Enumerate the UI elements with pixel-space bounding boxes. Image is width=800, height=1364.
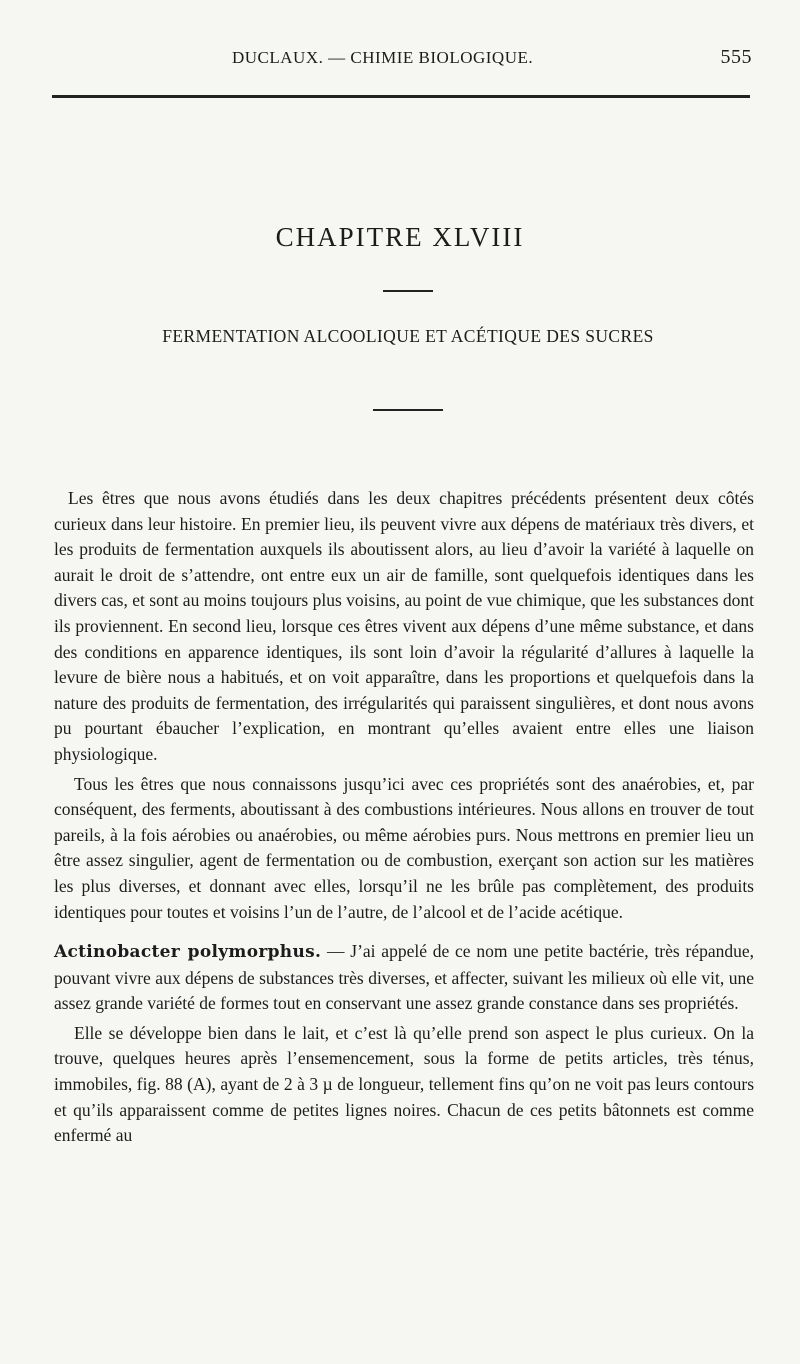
paragraph-3-text: — J’ai appelé de ce nom une petite bactérie, très répandue, pouvant vivre aux dépens de substances très diverses, et affecter, suivant les milieux où elle vit, une assez grande variété de formes tout en conservant une assez grande constance dans ses propriétés. (54, 941, 754, 1014)
running-head (52, 46, 752, 76)
paragraph-1: Les êtres que nous avons étudiés dans les deux chapitres précédents présentent deux côtés curieux dans leur histoire. En premier lieu, ils peuvent vivre aux dépens de matériaux très divers, et les produits de fermentation auxquels ils aboutissent alors, au lieu d’avoir la variété à laquelle on aurait le droit de s’attendre, ont entre eux un air de famille, sont quelquefois identiques dans les divers cas, et sont au moins toujours plus voisins, au point de vue chimique, que les substances dont ils proviennent. En second lieu, lorsque ces êtres vivent aux dépens d’une même substance, et dans des conditions en apparence identiques, ils sont loin d’avoir la régularité d’allures à laquelle la levure de bière nous a habitués, et on voit apparaître, dans les proportions et quelquefois dans la nature des produits de fermentation, des irrégularités qui paraissent singulières, et dont nous avons pu pourtant ébaucher l’explication, en montrant qu’elles avaient entre elles une liaison physiologique. (54, 488, 754, 764)
section-heading-actinobacter: Actinobacter polymorphus. (54, 942, 322, 963)
chapter-divider-bottom (373, 409, 443, 411)
running-title: DUCLAUX. — CHIMIE BIOLOGIQUE. (232, 48, 534, 67)
paragraph-2: Tous les êtres que nous connaissons jusqu’ici avec ces propriétés sont des anaérobies, et, par conséquent, des ferments, aboutissant à des combustions intérieures. Nous allons en trouver de tout pareils, à la fois aérobies ou anaérobies, ou même aérobies purs. Nous mettrons en premier lieu un être assez singulier, agent de fermentation ou de combustion, exerçant son action sur les matières les plus diverses, et donnant avec elles, lorsqu’il ne les brûle pas complètement, des produits identiques pour toutes et voisins l’un de l’autre, de l’alcool et de l’acide acétique. (54, 773, 754, 922)
body-text (54, 486, 754, 1153)
page-number: 555 (720, 46, 752, 68)
paragraph-4: Elle se développe bien dans le lait, et c’est là qu’elle prend son aspect le plus curieux. On la trouve, quelques heures après l’ensemencement, sous la forme de petits articles, très ténus, immobiles, fig. 88 (A), ayant de 2 à 3 µ de longueur, tellement fins qu’on ne voit pas leurs contours et qu’ils apparaissent comme de petites lignes noires. Chacun de ces petits bâtonnets est comme enfermé au (54, 1022, 754, 1146)
header-rule (52, 95, 750, 98)
paragraph-3 (54, 939, 754, 1017)
chapter-title: CHAPITRE XLVIII (275, 222, 525, 252)
chapter-divider-top (383, 290, 433, 292)
chapter-subtitle: FERMENTATION ALCOOLIQUE ET ACÉTIQUE DES SUCRES (162, 326, 654, 346)
